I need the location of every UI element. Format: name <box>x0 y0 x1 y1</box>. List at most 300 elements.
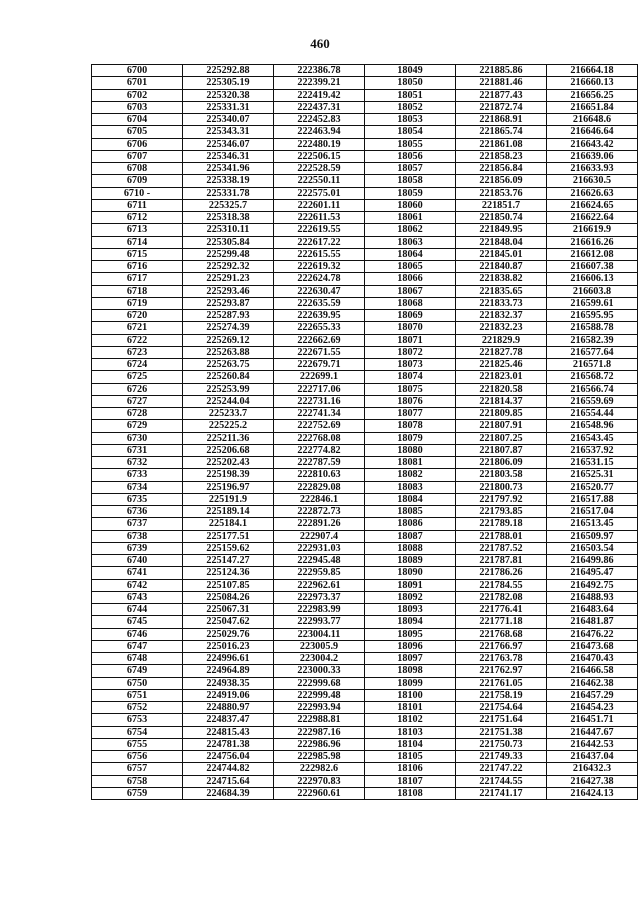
y-coordinate-cell: 222717.06 <box>274 383 365 395</box>
x-coordinate-cell: 225292.32 <box>183 261 274 273</box>
point-id-cell: 6725 <box>92 371 183 383</box>
y-coordinate-cell: 222846.1 <box>274 493 365 505</box>
y-coordinate-cell: 216566.74 <box>547 383 638 395</box>
point-id-cell: 6724 <box>92 359 183 371</box>
y-coordinate-cell: 223004.11 <box>274 628 365 640</box>
x-coordinate-cell: 225291.23 <box>183 273 274 285</box>
point-id-cell: 18086 <box>365 518 456 530</box>
point-id-cell: 18104 <box>365 738 456 750</box>
table-row <box>92 175 638 187</box>
x-coordinate-cell: 225084.26 <box>183 591 274 603</box>
table-row <box>92 653 638 665</box>
y-coordinate-cell: 223004.2 <box>274 653 365 665</box>
y-coordinate-cell: 222463.94 <box>274 126 365 138</box>
point-id-cell: 6715 <box>92 248 183 260</box>
table-row <box>92 199 638 211</box>
x-coordinate-cell: 224815.43 <box>183 726 274 738</box>
y-coordinate-cell: 222662.69 <box>274 334 365 346</box>
y-coordinate-cell: 216554.44 <box>547 408 638 420</box>
y-coordinate-cell: 216451.71 <box>547 714 638 726</box>
point-id-cell: 6745 <box>92 616 183 628</box>
page-number: 460 <box>310 36 330 51</box>
y-coordinate-cell: 216437.04 <box>547 751 638 763</box>
y-coordinate-cell: 222985.98 <box>274 751 365 763</box>
y-coordinate-cell: 216646.64 <box>547 126 638 138</box>
x-coordinate-cell: 225233.7 <box>183 408 274 420</box>
x-coordinate-cell: 224938.35 <box>183 677 274 689</box>
y-coordinate-cell: 222506.15 <box>274 150 365 162</box>
y-coordinate-cell: 216520.77 <box>547 481 638 493</box>
y-coordinate-cell: 222999.68 <box>274 677 365 689</box>
x-coordinate-cell: 224756.04 <box>183 751 274 763</box>
point-id-cell: 6711 <box>92 199 183 211</box>
y-coordinate-cell: 216548.96 <box>547 420 638 432</box>
table-row <box>92 787 638 799</box>
y-coordinate-cell: 216495.47 <box>547 567 638 579</box>
point-id-cell: 18091 <box>365 579 456 591</box>
y-coordinate-cell: 222982.6 <box>274 763 365 775</box>
x-coordinate-cell: 225293.87 <box>183 297 274 309</box>
y-coordinate-cell: 222399.21 <box>274 77 365 89</box>
table-row <box>92 383 638 395</box>
x-coordinate-cell: 225147.27 <box>183 555 274 567</box>
y-coordinate-cell: 222993.94 <box>274 702 365 714</box>
x-coordinate-cell: 221750.73 <box>456 738 547 750</box>
table-row <box>92 604 638 616</box>
point-id-cell: 6734 <box>92 481 183 493</box>
table-row <box>92 763 638 775</box>
x-coordinate-cell: 225340.07 <box>183 114 274 126</box>
y-coordinate-cell: 216651.84 <box>547 101 638 113</box>
point-id-cell: 18076 <box>365 395 456 407</box>
point-id-cell: 6730 <box>92 432 183 444</box>
table-row <box>92 359 638 371</box>
table-row <box>92 518 638 530</box>
x-coordinate-cell: 221754.64 <box>456 702 547 714</box>
x-coordinate-cell: 221827.78 <box>456 346 547 358</box>
table-row <box>92 187 638 199</box>
x-coordinate-cell: 224744.82 <box>183 763 274 775</box>
point-id-cell: 6755 <box>92 738 183 750</box>
x-coordinate-cell: 221766.97 <box>456 640 547 652</box>
y-coordinate-cell: 216571.8 <box>547 359 638 371</box>
x-coordinate-cell: 221881.46 <box>456 77 547 89</box>
table-row <box>92 457 638 469</box>
x-coordinate-cell: 225343.31 <box>183 126 274 138</box>
y-coordinate-cell: 216447.67 <box>547 726 638 738</box>
point-id-cell: 18068 <box>365 297 456 309</box>
x-coordinate-cell: 221850.74 <box>456 212 547 224</box>
y-coordinate-cell: 216543.45 <box>547 432 638 444</box>
table-row <box>92 310 638 322</box>
table-row <box>92 469 638 481</box>
point-id-cell: 18107 <box>365 775 456 787</box>
y-coordinate-cell: 222624.78 <box>274 273 365 285</box>
point-id-cell: 6751 <box>92 689 183 701</box>
y-coordinate-cell: 222787.59 <box>274 457 365 469</box>
x-coordinate-cell: 225067.31 <box>183 604 274 616</box>
x-coordinate-cell: 221835.65 <box>456 285 547 297</box>
x-coordinate-cell: 221793.85 <box>456 506 547 518</box>
x-coordinate-cell: 225269.12 <box>183 334 274 346</box>
x-coordinate-cell: 221807.91 <box>456 420 547 432</box>
x-coordinate-cell: 225325.7 <box>183 199 274 211</box>
point-id-cell: 18070 <box>365 322 456 334</box>
table-row <box>92 395 638 407</box>
point-id-cell: 18065 <box>365 261 456 273</box>
table-row <box>92 751 638 763</box>
y-coordinate-cell: 222810.63 <box>274 469 365 481</box>
y-coordinate-cell: 216427.38 <box>547 775 638 787</box>
x-coordinate-cell: 225189.14 <box>183 506 274 518</box>
y-coordinate-cell: 216664.18 <box>547 65 638 77</box>
point-id-cell: 18100 <box>365 689 456 701</box>
point-id-cell: 6747 <box>92 640 183 652</box>
y-coordinate-cell: 222617.22 <box>274 236 365 248</box>
table-row <box>92 591 638 603</box>
point-id-cell: 6738 <box>92 530 183 542</box>
x-coordinate-cell: 221851.7 <box>456 199 547 211</box>
point-id-cell: 6719 <box>92 297 183 309</box>
point-id-cell: 6741 <box>92 567 183 579</box>
point-id-cell: 18094 <box>365 616 456 628</box>
point-id-cell: 18062 <box>365 224 456 236</box>
point-id-cell: 18078 <box>365 420 456 432</box>
point-id-cell: 6720 <box>92 310 183 322</box>
table-row <box>92 334 638 346</box>
y-coordinate-cell: 222741.34 <box>274 408 365 420</box>
table-row <box>92 640 638 652</box>
point-id-cell: 6706 <box>92 138 183 150</box>
point-id-cell: 18059 <box>365 187 456 199</box>
point-id-cell: 6748 <box>92 653 183 665</box>
point-id-cell: 18058 <box>365 175 456 187</box>
point-id-cell: 18089 <box>365 555 456 567</box>
x-coordinate-cell: 224996.61 <box>183 653 274 665</box>
y-coordinate-cell: 222619.32 <box>274 261 365 273</box>
point-id-cell: 18079 <box>365 432 456 444</box>
point-id-cell: 6750 <box>92 677 183 689</box>
point-id-cell: 18097 <box>365 653 456 665</box>
point-id-cell: 6757 <box>92 763 183 775</box>
x-coordinate-cell: 225253.99 <box>183 383 274 395</box>
table-row <box>92 542 638 554</box>
table-row <box>92 236 638 248</box>
y-coordinate-cell: 222528.59 <box>274 163 365 175</box>
table-row <box>92 432 638 444</box>
x-coordinate-cell: 221838.82 <box>456 273 547 285</box>
y-coordinate-cell: 216595.95 <box>547 310 638 322</box>
table-row <box>92 273 638 285</box>
y-coordinate-cell: 222931.03 <box>274 542 365 554</box>
x-coordinate-cell: 221868.91 <box>456 114 547 126</box>
point-id-cell: 18106 <box>365 763 456 775</box>
y-coordinate-cell: 223005.9 <box>274 640 365 652</box>
y-coordinate-cell: 216559.69 <box>547 395 638 407</box>
x-coordinate-cell: 221829.9 <box>456 334 547 346</box>
x-coordinate-cell: 221762.97 <box>456 665 547 677</box>
table-row <box>92 126 638 138</box>
x-coordinate-cell: 225331.78 <box>183 187 274 199</box>
x-coordinate-cell: 225159.62 <box>183 542 274 554</box>
y-coordinate-cell: 222752.69 <box>274 420 365 432</box>
y-coordinate-cell: 216462.38 <box>547 677 638 689</box>
x-coordinate-cell: 221848.04 <box>456 236 547 248</box>
point-id-cell: 6727 <box>92 395 183 407</box>
x-coordinate-cell: 221877.43 <box>456 89 547 101</box>
table-row <box>92 420 638 432</box>
y-coordinate-cell: 216656.25 <box>547 89 638 101</box>
table-row <box>92 506 638 518</box>
point-id-cell: 18060 <box>365 199 456 211</box>
y-coordinate-cell: 216577.64 <box>547 346 638 358</box>
x-coordinate-cell: 225263.75 <box>183 359 274 371</box>
x-coordinate-cell: 221807.25 <box>456 432 547 444</box>
x-coordinate-cell: 221856.09 <box>456 175 547 187</box>
y-coordinate-cell: 222907.4 <box>274 530 365 542</box>
point-id-cell: 18093 <box>365 604 456 616</box>
point-id-cell: 6740 <box>92 555 183 567</box>
x-coordinate-cell: 221782.08 <box>456 591 547 603</box>
table-row <box>92 738 638 750</box>
point-id-cell: 18095 <box>365 628 456 640</box>
y-coordinate-cell: 216588.78 <box>547 322 638 334</box>
x-coordinate-cell: 225206.68 <box>183 444 274 456</box>
x-coordinate-cell: 221761.05 <box>456 677 547 689</box>
point-id-cell: 18069 <box>365 310 456 322</box>
y-coordinate-cell: 216503.54 <box>547 542 638 554</box>
point-id-cell: 6729 <box>92 420 183 432</box>
table-row <box>92 481 638 493</box>
point-id-cell: 6742 <box>92 579 183 591</box>
point-id-cell: 18049 <box>365 65 456 77</box>
point-id-cell: 18063 <box>365 236 456 248</box>
point-id-cell: 6732 <box>92 457 183 469</box>
y-coordinate-cell: 222872.73 <box>274 506 365 518</box>
x-coordinate-cell: 225274.39 <box>183 322 274 334</box>
table-row <box>92 65 638 77</box>
table-row <box>92 665 638 677</box>
table-row <box>92 408 638 420</box>
point-id-cell: 6739 <box>92 542 183 554</box>
y-coordinate-cell: 222993.77 <box>274 616 365 628</box>
table-row <box>92 530 638 542</box>
point-id-cell: 6749 <box>92 665 183 677</box>
x-coordinate-cell: 225225.2 <box>183 420 274 432</box>
x-coordinate-cell: 225299.48 <box>183 248 274 260</box>
y-coordinate-cell: 222575.01 <box>274 187 365 199</box>
x-coordinate-cell: 221832.37 <box>456 310 547 322</box>
point-id-cell: 18083 <box>365 481 456 493</box>
y-coordinate-cell: 216509.97 <box>547 530 638 542</box>
x-coordinate-cell: 225346.07 <box>183 138 274 150</box>
point-id-cell: 6716 <box>92 261 183 273</box>
x-coordinate-cell: 225260.84 <box>183 371 274 383</box>
table-row <box>92 677 638 689</box>
y-coordinate-cell: 216513.45 <box>547 518 638 530</box>
y-coordinate-cell: 216424.13 <box>547 787 638 799</box>
y-coordinate-cell: 216633.93 <box>547 163 638 175</box>
y-coordinate-cell: 216454.23 <box>547 702 638 714</box>
x-coordinate-cell: 225191.9 <box>183 493 274 505</box>
table-row <box>92 138 638 150</box>
y-coordinate-cell: 216607.38 <box>547 261 638 273</box>
point-id-cell: 6759 <box>92 787 183 799</box>
point-id-cell: 18085 <box>365 506 456 518</box>
y-coordinate-cell: 216442.53 <box>547 738 638 750</box>
y-coordinate-cell: 216624.65 <box>547 199 638 211</box>
x-coordinate-cell: 225293.46 <box>183 285 274 297</box>
point-id-cell: 6723 <box>92 346 183 358</box>
point-id-cell: 6704 <box>92 114 183 126</box>
table-row <box>92 702 638 714</box>
x-coordinate-cell: 221856.84 <box>456 163 547 175</box>
y-coordinate-cell: 216466.58 <box>547 665 638 677</box>
x-coordinate-cell: 221807.87 <box>456 444 547 456</box>
point-id-cell: 6705 <box>92 126 183 138</box>
table-row <box>92 616 638 628</box>
point-id-cell: 18084 <box>365 493 456 505</box>
point-id-cell: 6701 <box>92 77 183 89</box>
x-coordinate-cell: 221787.52 <box>456 542 547 554</box>
y-coordinate-cell: 222639.95 <box>274 310 365 322</box>
point-id-cell: 18066 <box>365 273 456 285</box>
y-coordinate-cell: 216473.68 <box>547 640 638 652</box>
x-coordinate-cell: 225177.51 <box>183 530 274 542</box>
x-coordinate-cell: 221849.95 <box>456 224 547 236</box>
y-coordinate-cell: 222437.31 <box>274 101 365 113</box>
x-coordinate-cell: 225244.04 <box>183 395 274 407</box>
point-id-cell: 6754 <box>92 726 183 738</box>
point-id-cell: 18108 <box>365 787 456 799</box>
y-coordinate-cell: 222615.55 <box>274 248 365 260</box>
table-row <box>92 346 638 358</box>
table-row <box>92 248 638 260</box>
point-id-cell: 6714 <box>92 236 183 248</box>
point-id-cell: 18071 <box>365 334 456 346</box>
x-coordinate-cell: 225202.43 <box>183 457 274 469</box>
y-coordinate-cell: 216517.04 <box>547 506 638 518</box>
x-coordinate-cell: 225338.19 <box>183 175 274 187</box>
point-id-cell: 18053 <box>365 114 456 126</box>
point-id-cell: 6733 <box>92 469 183 481</box>
x-coordinate-cell: 221832.23 <box>456 322 547 334</box>
x-coordinate-cell: 221853.76 <box>456 187 547 199</box>
y-coordinate-cell: 222611.53 <box>274 212 365 224</box>
table-row <box>92 726 638 738</box>
table-row <box>92 297 638 309</box>
y-coordinate-cell: 222988.81 <box>274 714 365 726</box>
y-coordinate-cell: 216483.64 <box>547 604 638 616</box>
x-coordinate-cell: 225305.84 <box>183 236 274 248</box>
x-coordinate-cell: 221861.08 <box>456 138 547 150</box>
x-coordinate-cell: 221800.73 <box>456 481 547 493</box>
point-id-cell: 6731 <box>92 444 183 456</box>
point-id-cell: 18075 <box>365 383 456 395</box>
y-coordinate-cell: 216630.5 <box>547 175 638 187</box>
point-id-cell: 18051 <box>365 89 456 101</box>
point-id-cell: 18054 <box>365 126 456 138</box>
y-coordinate-cell: 222945.48 <box>274 555 365 567</box>
x-coordinate-cell: 225124.36 <box>183 567 274 579</box>
point-id-cell: 6702 <box>92 89 183 101</box>
x-coordinate-cell: 221776.41 <box>456 604 547 616</box>
y-coordinate-cell: 222635.59 <box>274 297 365 309</box>
point-id-cell: 6712 <box>92 212 183 224</box>
y-coordinate-cell: 216470.43 <box>547 653 638 665</box>
y-coordinate-cell: 216476.22 <box>547 628 638 640</box>
x-coordinate-cell: 225320.38 <box>183 89 274 101</box>
x-coordinate-cell: 225196.97 <box>183 481 274 493</box>
point-id-cell: 6721 <box>92 322 183 334</box>
table-row <box>92 444 638 456</box>
point-id-cell: 6709 <box>92 175 183 187</box>
x-coordinate-cell: 221809.85 <box>456 408 547 420</box>
point-id-cell: 18056 <box>365 150 456 162</box>
point-id-cell: 18092 <box>365 591 456 603</box>
table-row <box>92 212 638 224</box>
x-coordinate-cell: 224684.39 <box>183 787 274 799</box>
point-id-cell: 6700 <box>92 65 183 77</box>
point-id-cell: 18096 <box>365 640 456 652</box>
x-coordinate-cell: 225047.62 <box>183 616 274 628</box>
x-coordinate-cell: 221784.55 <box>456 579 547 591</box>
point-id-cell: 18064 <box>365 248 456 260</box>
x-coordinate-cell: 221803.58 <box>456 469 547 481</box>
point-id-cell: 6710 - <box>92 187 183 199</box>
coordinate-table <box>91 64 638 800</box>
point-id-cell: 6722 <box>92 334 183 346</box>
x-coordinate-cell: 225287.93 <box>183 310 274 322</box>
point-id-cell: 18077 <box>365 408 456 420</box>
y-coordinate-cell: 222619.55 <box>274 224 365 236</box>
table-row <box>92 579 638 591</box>
x-coordinate-cell: 224919.06 <box>183 689 274 701</box>
table-row <box>92 689 638 701</box>
y-coordinate-cell: 216492.75 <box>547 579 638 591</box>
x-coordinate-cell: 225263.88 <box>183 346 274 358</box>
table-row <box>92 567 638 579</box>
x-coordinate-cell: 221747.22 <box>456 763 547 775</box>
point-id-cell: 6743 <box>92 591 183 603</box>
y-coordinate-cell: 223000.33 <box>274 665 365 677</box>
x-coordinate-cell: 221786.26 <box>456 567 547 579</box>
table-row <box>92 285 638 297</box>
x-coordinate-cell: 221744.55 <box>456 775 547 787</box>
point-id-cell: 18080 <box>365 444 456 456</box>
x-coordinate-cell: 225107.85 <box>183 579 274 591</box>
point-id-cell: 6746 <box>92 628 183 640</box>
point-id-cell: 18088 <box>365 542 456 554</box>
x-coordinate-cell: 221797.92 <box>456 493 547 505</box>
point-id-cell: 18099 <box>365 677 456 689</box>
y-coordinate-cell: 216432.3 <box>547 763 638 775</box>
point-id-cell: 18102 <box>365 714 456 726</box>
table-row <box>92 775 638 787</box>
x-coordinate-cell: 221858.23 <box>456 150 547 162</box>
x-coordinate-cell: 221820.58 <box>456 383 547 395</box>
point-id-cell: 18081 <box>365 457 456 469</box>
y-coordinate-cell: 222962.61 <box>274 579 365 591</box>
y-coordinate-cell: 222829.08 <box>274 481 365 493</box>
y-coordinate-cell: 216616.26 <box>547 236 638 248</box>
y-coordinate-cell: 216603.8 <box>547 285 638 297</box>
x-coordinate-cell: 225198.39 <box>183 469 274 481</box>
x-coordinate-cell: 221788.01 <box>456 530 547 542</box>
y-coordinate-cell: 222891.26 <box>274 518 365 530</box>
point-id-cell: 18073 <box>365 359 456 371</box>
point-id-cell: 18098 <box>365 665 456 677</box>
